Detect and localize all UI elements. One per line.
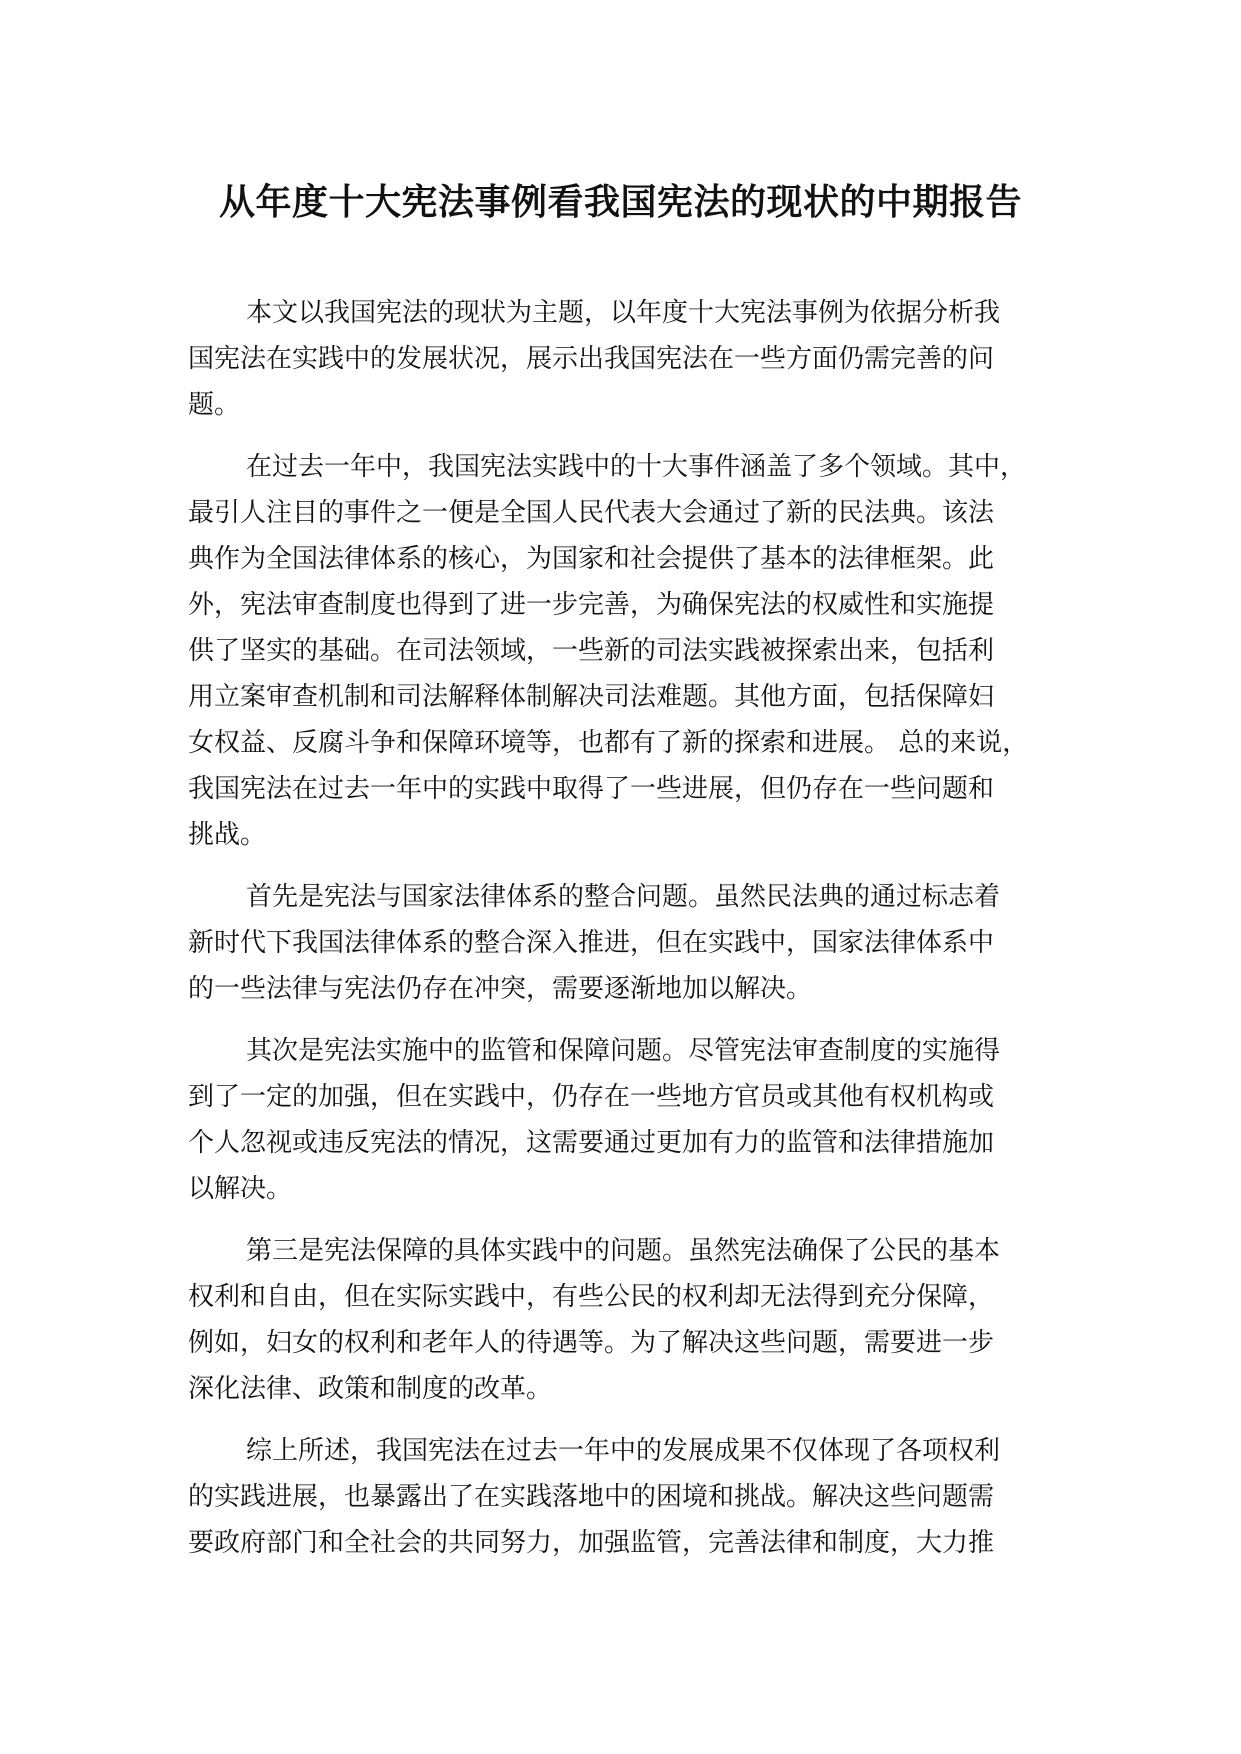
text-line: 国宪法在实践中的发展状况，展示出我国宪法在一些方面仍需完善的问 xyxy=(188,344,995,374)
text-line: 用立案审查机制和司法解释体制解决司法难题。其他方面，包括保障妇 xyxy=(188,682,995,712)
text-line: 到了一定的加强，但在实践中，仍存在一些地方官员或其他有权机构或 xyxy=(188,1082,995,1112)
paragraph xyxy=(188,1428,1088,1566)
text-line: 新时代下我国法律体系的整合深入推进，但在实践中，国家法律体系中 xyxy=(188,928,995,958)
text-line: 其次是宪法实施中的监管和保障问题。尽管宪法审查制度的实施得 xyxy=(246,1036,1001,1066)
text-line: 以解决。 xyxy=(188,1174,293,1204)
text-line: 供了坚实的基础。在司法领域，一些新的司法实践被探索出来，包括利 xyxy=(188,636,995,666)
text-line: 挑战。 xyxy=(188,820,267,850)
text-line: 首先是宪法与国家法律体系的整合问题。虽然民法典的通过标志着 xyxy=(246,882,1001,912)
paragraph xyxy=(188,290,1088,428)
paragraph xyxy=(188,874,1088,1012)
text-line: 我国宪法在过去一年中的实践中取得了一些进展，但仍存在一些问题和 xyxy=(188,774,995,804)
text-line: 典作为全国法律体系的核心，为国家和社会提供了基本的法律框架。此 xyxy=(188,544,995,574)
text-line: 在过去一年中，我国宪法实践中的十大事件涵盖了多个领域。其中， xyxy=(246,452,1027,482)
text-line: 题。 xyxy=(188,390,241,420)
text-line: 的实践进展，也暴露出了在实践落地中的困境和挑战。解决这些问题需 xyxy=(188,1482,995,1512)
text-line: 女权益、反腐斗争和保障环境等，也都有了新的探索和进展。 总的来说， xyxy=(188,728,1029,758)
paragraph xyxy=(188,1228,1088,1412)
text-line: 第三是宪法保障的具体实践中的问题。虽然宪法确保了公民的基本 xyxy=(246,1236,1001,1266)
paragraph xyxy=(188,1028,1088,1212)
text-line: 要政府部门和全社会的共同努力，加强监管，完善法律和制度，大力推 xyxy=(188,1528,995,1558)
text-line: 本文以我国宪法的现状为主题，以年度十大宪法事例为依据分析我 xyxy=(246,298,1001,328)
document-body xyxy=(188,290,1088,1582)
paragraph xyxy=(188,444,1088,858)
text-line: 深化法律、政策和制度的改革。 xyxy=(188,1374,553,1404)
document-title: 从年度十大宪法事例看我国宪法的现状的中期报告 xyxy=(218,182,1022,223)
text-line: 例如，妇女的权利和老年人的待遇等。为了解决这些问题，需要进一步 xyxy=(188,1328,995,1358)
text-line: 综上所述，我国宪法在过去一年中的发展成果不仅体现了各项权利 xyxy=(246,1436,1001,1466)
text-line: 外，宪法审查制度也得到了进一步完善，为确保宪法的权威性和实施提 xyxy=(188,590,995,620)
text-line: 权利和自由，但在实际实践中，有些公民的权利却无法得到充分保障， xyxy=(188,1282,995,1312)
text-line: 个人忽视或违反宪法的情况，这需要通过更加有力的监管和法律措施加 xyxy=(188,1128,995,1158)
text-line: 的一些法律与宪法仍存在冲突，需要逐渐地加以解决。 xyxy=(188,974,813,1004)
text-line: 最引人注目的事件之一便是全国人民代表大会通过了新的民法典。该法 xyxy=(188,498,995,528)
